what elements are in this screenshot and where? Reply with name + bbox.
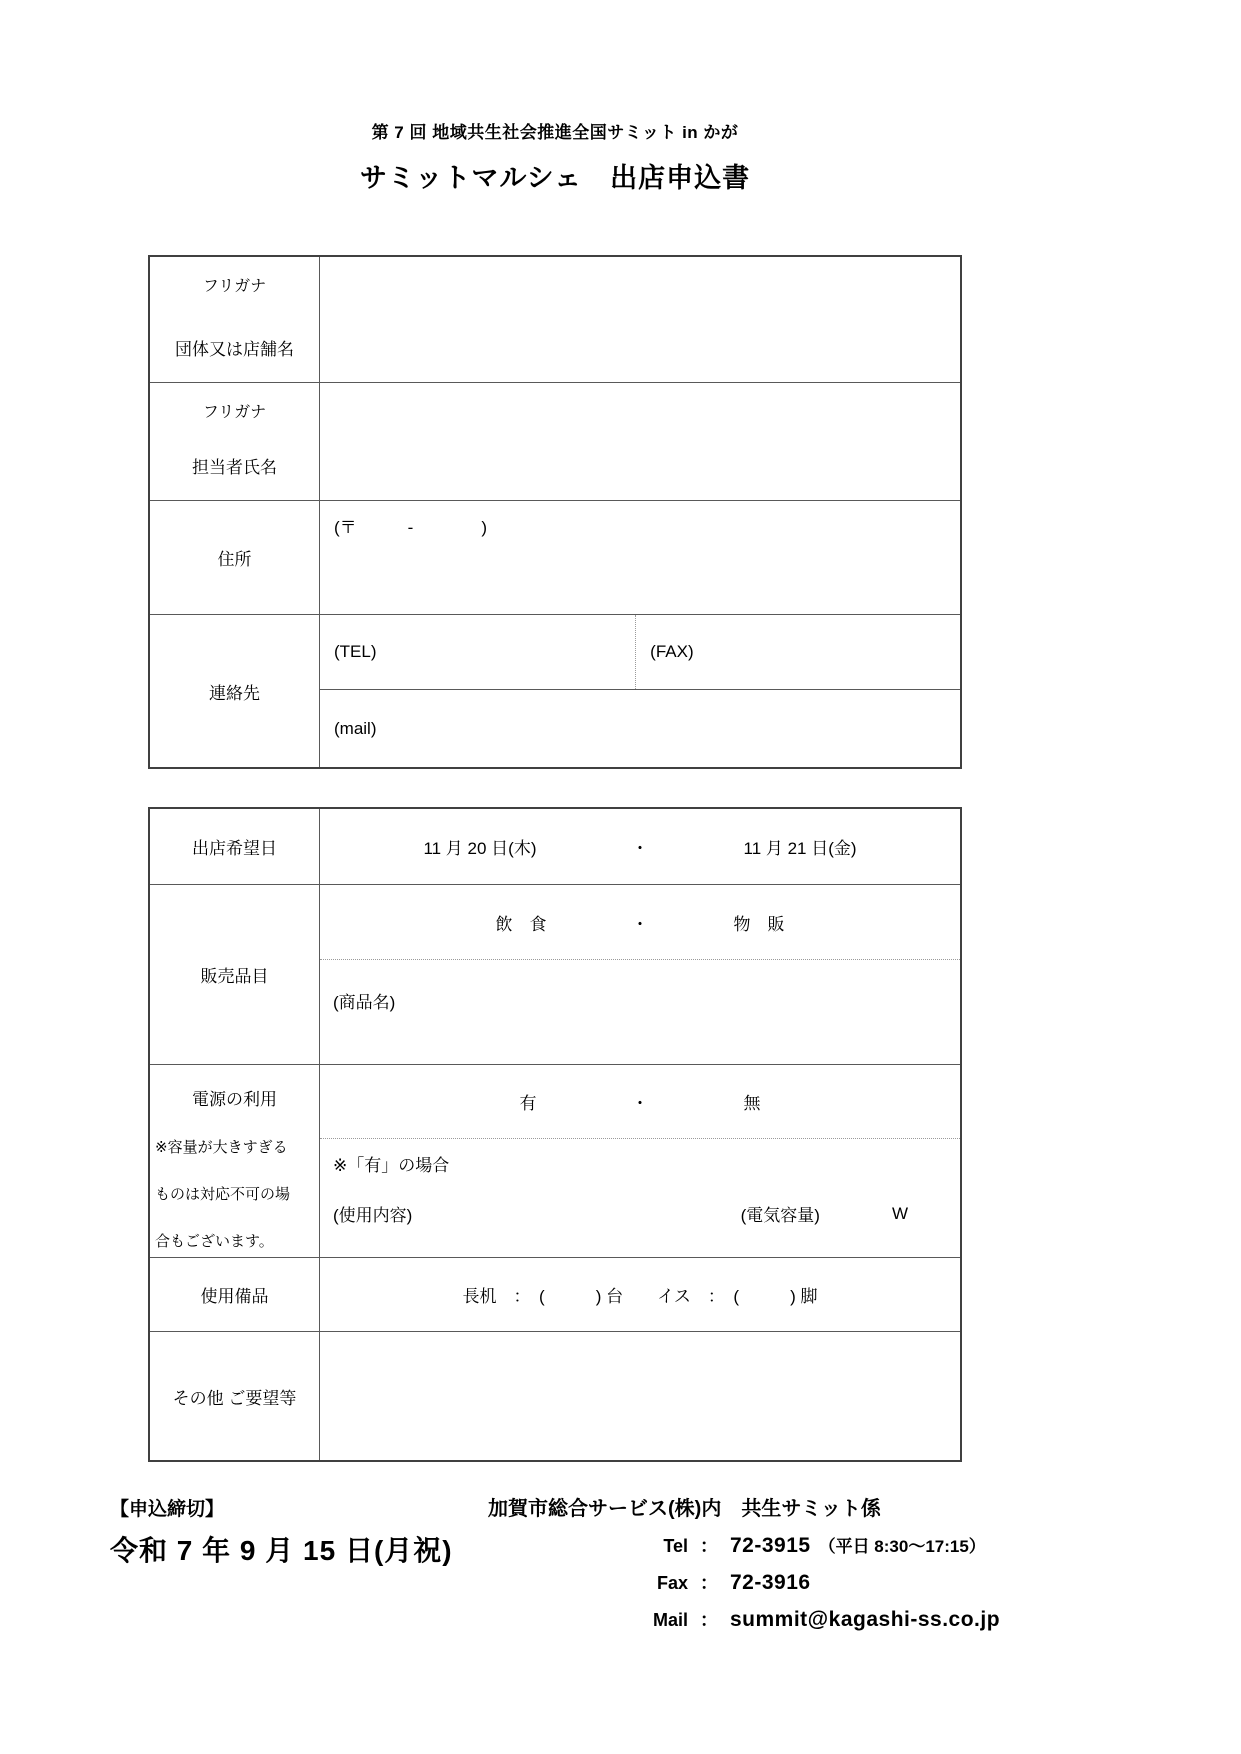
contact-label-cell: 連絡先	[150, 615, 320, 767]
power-option-subrow	[320, 1065, 960, 1139]
person-name-input-cell	[320, 383, 960, 500]
equipment-cell	[320, 1258, 960, 1331]
footer-tel-label: Tel	[663, 1536, 688, 1556]
footer-tel-colon: ：	[700, 1536, 718, 1556]
org-name-row	[150, 257, 960, 382]
org-furigana-label: フリガナ	[202, 278, 267, 295]
item-type-subrow	[320, 885, 960, 960]
org-name-label: 団体又は店舗名	[175, 340, 294, 359]
power-use-label: 電源の利用	[192, 1090, 277, 1109]
contact-input-cell	[320, 615, 960, 767]
capacity-group	[741, 1201, 938, 1226]
sale-items-row	[150, 884, 960, 1064]
preferred-date-row	[150, 809, 960, 884]
deadline-date: 令和 7 年 9 月 15 日(月祝)	[110, 1535, 453, 1566]
power-use-row	[150, 1064, 960, 1257]
date-option-nov21: 11 月 21 日(金)	[743, 839, 857, 858]
watt-unit-label: W	[891, 1203, 908, 1223]
footer-fax-label: Fax	[656, 1573, 688, 1593]
footer-fax-number: 72-3916	[730, 1571, 811, 1594]
equipment-row	[150, 1257, 960, 1331]
sale-items-label-cell: 販売品目	[150, 885, 320, 1064]
date-separator-dot: ・	[631, 839, 649, 858]
item-separator-dot: ・	[631, 914, 649, 934]
tel-fax-subrow	[320, 615, 960, 690]
usage-content-label: (使用内容)	[333, 1206, 413, 1225]
product-name-subrow	[320, 960, 960, 1064]
footer-fax-colon: ：	[700, 1573, 718, 1593]
org-name-input-cell	[320, 257, 960, 382]
other-requests-cell	[320, 1332, 960, 1460]
person-name-label: 担当者氏名	[192, 458, 277, 477]
mail-cell	[320, 690, 960, 767]
item-option-goods: 物 販	[733, 914, 785, 934]
applicant-info-table	[148, 255, 962, 769]
footer-tel-hours: （平日 8:30～17:15）	[818, 1537, 986, 1556]
equipment-label-cell: 使用備品	[150, 1258, 320, 1331]
office-name: 加賀市総合サービス(株)内 共生サミット係	[488, 1498, 881, 1520]
person-name-row	[150, 382, 960, 500]
equipment-value: 長机 ： ( ) 台 イス ： ( ) 脚	[462, 1287, 818, 1306]
footer-tel-number: 72-3915	[730, 1534, 811, 1557]
electric-capacity-label: (電気容量)	[740, 1206, 820, 1225]
power-use-label-cell	[150, 1065, 320, 1257]
power-use-cell	[320, 1065, 960, 1257]
mail-contact-row	[488, 1606, 1000, 1632]
date-option-nov20: 11 月 20 日(木)	[423, 839, 537, 858]
power-conditional-note: ※「有」の場合	[333, 1156, 450, 1175]
fax-cell	[636, 615, 960, 689]
power-note-line1: ※容量が大きすぎる	[155, 1139, 288, 1156]
power-note-line2: ものは対応不可の場	[155, 1186, 291, 1203]
power-capacity-note	[150, 1124, 319, 1265]
power-separator-dot: ・	[631, 1094, 649, 1113]
form-title: サミットマルシェ 出店申込書	[359, 163, 751, 193]
address-row	[150, 500, 960, 614]
footer-mail-label: Mail	[652, 1610, 688, 1630]
preferred-date-options-cell	[320, 809, 960, 884]
other-requests-row	[150, 1331, 960, 1460]
tel-label: (TEL)	[334, 642, 377, 661]
postal-code-placeholder: (〒 - )	[334, 518, 487, 537]
form-header	[148, 118, 962, 195]
deadline-block	[110, 1494, 453, 1569]
power-usage-line	[333, 1201, 938, 1226]
mail-label: (mail)	[334, 718, 377, 738]
deadline-heading: 【申込締切】	[110, 1499, 225, 1520]
footer-mail-colon: ：	[700, 1610, 718, 1630]
fax-label: (FAX)	[650, 642, 694, 661]
power-option-yes: 有	[519, 1094, 537, 1113]
tel-contact-row	[488, 1532, 1000, 1558]
event-title: 第 7 回 地域共生社会推進全国サミット in かが	[371, 123, 739, 142]
other-requests-label-cell: その他 ご要望等	[150, 1332, 320, 1460]
sale-items-cell	[320, 885, 960, 1064]
contact-office-block	[488, 1492, 1000, 1632]
footer-mail-address: summit@kagashi-ss.co.jp	[730, 1608, 1001, 1631]
person-furigana-label: フリガナ	[202, 404, 267, 421]
fax-contact-row	[488, 1569, 1000, 1595]
org-name-label-cell	[150, 257, 320, 382]
tel-cell	[320, 615, 636, 689]
product-name-label: (商品名)	[333, 993, 396, 1012]
address-input-cell	[320, 501, 960, 614]
power-note-line3: 合もございます。	[155, 1233, 274, 1250]
contact-row	[150, 614, 960, 767]
preferred-date-label-cell: 出店希望日	[150, 809, 320, 884]
item-option-food: 飲 食	[495, 914, 547, 934]
address-label-cell: 住所	[150, 501, 320, 614]
power-option-no: 無	[743, 1094, 761, 1113]
power-detail-subrow	[320, 1139, 960, 1257]
person-name-label-cell	[150, 383, 320, 500]
booth-details-table	[148, 807, 962, 1462]
